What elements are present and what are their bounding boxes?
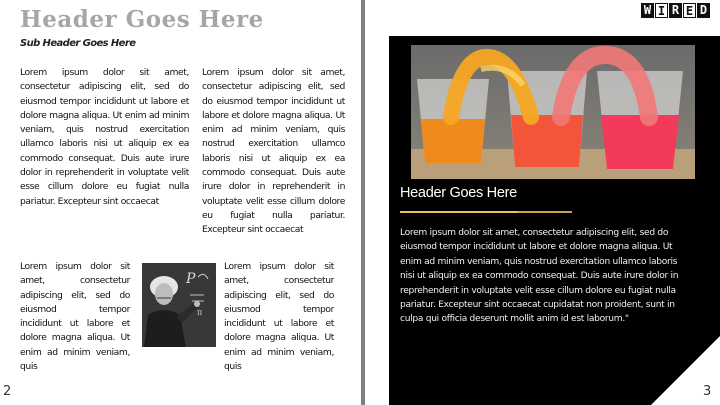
jelly-photo-illustration — [411, 45, 695, 179]
logo-letter: E — [683, 3, 696, 18]
logo-letter: R — [669, 3, 682, 18]
jelly-cups-photo — [411, 45, 695, 179]
page-sub-header: Sub Header Goes Here — [20, 38, 136, 49]
page-number-right: 3 — [703, 384, 712, 399]
text-column-4: Lorem ipsum dolor sit amet, consectetur adipiscing elit, sed do eiusmod tempor incididunt ut labore et dolore magna aliqua. Ut enim ad minim veniam, quis — [224, 261, 334, 373]
wired-logo — [641, 3, 710, 18]
einstein-chalkboard-photo — [142, 263, 216, 347]
logo-letter: D — [697, 3, 710, 18]
text-column-1: Lorem ipsum dolor sit amet, consectetur adipiscing elit, sed do eiusmod tempor incididunt ut labore et dolore magna aliqua. Ut enim ad minim veniam, quis nostrud exercitation ullamco laboris nisi ut aliquip ex ea commodo consequat. Duis aute irure dolor in reprehenderit in voluptate velit esse cillum dolore eu fugiat nulla pariatur. Excepteur sint occaecat — [20, 67, 189, 207]
panel-title-rule-highlight — [400, 211, 518, 213]
page-divider — [361, 0, 365, 405]
panel-title: Header Goes Here — [400, 185, 517, 201]
page-number-left: 2 — [3, 384, 12, 399]
logo-letter: W — [641, 3, 654, 18]
svg-text:P: P — [186, 271, 196, 287]
page-header-title: Header Goes Here — [20, 6, 264, 33]
svg-text:π: π — [197, 308, 203, 317]
panel-body-text: Lorem ipsum dolor sit amet, consectetur adipiscing elit, sed do eiusmod tempor incididunt ut labore et dolore magna aliqua. Ut enim ad minim veniam, quis nostrud exercitation ullamco laboris nisi ut aliquip ex ea commodo consequat. Duis aute irure dolor in reprehenderit in voluptate velit esse cillum dolore eu fugiat nulla pariatur. Excepteur sint occaecat cupidatat non proident, sunt in culpa qui officia deserunt mollit anim id est laborum." — [400, 228, 679, 325]
einstein-photo-illustration — [142, 263, 216, 347]
text-column-3: Lorem ipsum dolor sit amet, consectetur adipiscing elit, sed do eiusmod tempor incididunt ut labore et dolore magna aliqua. Ut enim ad minim veniam, quis — [20, 261, 130, 373]
text-column-2: Lorem ipsum dolor sit amet, consectetur adipiscing elit, sed do eiusmod tempor incididunt ut labore et dolore magna aliqua. Ut enim ad minim veniam, quis nostrud exercitation ullamco laboris nisi ut aliquip ex ea commodo consequat. Duis aute irure dolor in reprehenderit in voluptate velit esse cillum dolore eu fugiat nulla pariatur. Excepteur sint occaecat — [202, 67, 345, 236]
logo-letter: I — [655, 3, 668, 18]
